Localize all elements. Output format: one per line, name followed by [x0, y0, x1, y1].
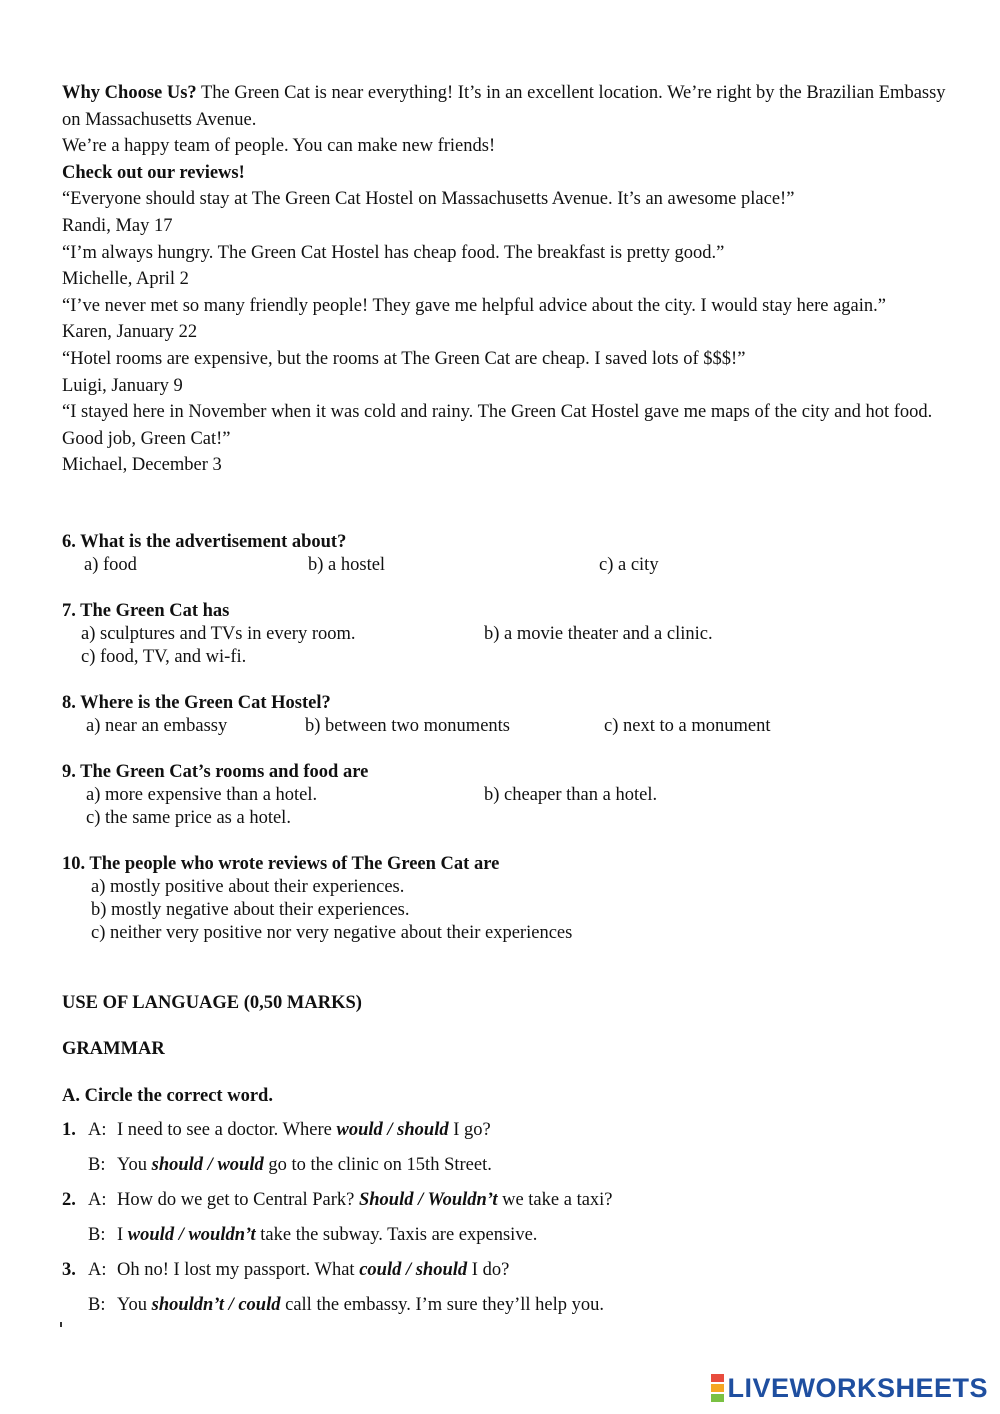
option-b[interactable]: b) between two monuments — [305, 715, 510, 736]
dialogue-line: 3. A: Oh no! I lost my passport. What could / should I do? — [62, 1259, 510, 1280]
dialogue-line: B: You shouldn’t / could call the embassy. I’m sure they’ll help you. — [88, 1294, 604, 1315]
option-b[interactable]: b) mostly negative about their experiences. — [91, 899, 410, 920]
option-c[interactable]: c) the same price as a hotel. — [86, 807, 291, 828]
question-title: 7. The Green Cat has — [62, 600, 230, 621]
review-quote: “I’ve never met so many friendly people! They gave me helpful advice about the city. I would stay here again.” — [62, 295, 886, 316]
review-author: Randi, May 17 — [62, 215, 173, 236]
dialogue-line: B: You should / would go to the clinic on 15th Street. — [88, 1154, 492, 1175]
review-author: Michelle, April 2 — [62, 269, 189, 290]
question-10 — [62, 853, 952, 945]
option-c[interactable]: c) next to a monument — [604, 715, 771, 736]
use-of-language-heading: USE OF LANGUAGE (0,50 MARKS) — [62, 992, 362, 1013]
question-6 — [62, 531, 952, 577]
option-c[interactable]: c) food, TV, and wi-fi. — [81, 646, 247, 667]
option-a[interactable]: a) near an embassy — [86, 715, 228, 736]
question-8 — [62, 692, 952, 738]
question-title: 10. The people who wrote reviews of The Green Cat are — [62, 853, 500, 874]
review-quote: “Everyone should stay at The Green Cat Hostel on Massachusetts Avenue. It’s an awesome place!” — [62, 189, 795, 210]
option-c[interactable]: c) a city — [599, 554, 659, 575]
option-c[interactable]: c) neither very positive nor very negative about their experiences — [91, 922, 573, 943]
choice-pair[interactable]: would / should — [336, 1119, 449, 1140]
review-quote: “I stayed here in November when it was cold and rainy. The Green Cat Hostel gave me maps of the city and hot food. Good job, Green Cat!” — [62, 402, 933, 449]
choice-pair[interactable]: Should / Wouldn’t — [358, 1189, 498, 1210]
option-a[interactable]: a) sculptures and TVs in every room. — [81, 623, 356, 644]
logo-mark-icon — [711, 1373, 724, 1403]
choice-pair[interactable]: could / should — [359, 1259, 468, 1280]
option-b[interactable]: b) a movie theater and a clinic. — [484, 623, 713, 644]
reviews-heading: Check out our reviews! — [62, 162, 245, 183]
review-author: Luigi, January 9 — [62, 375, 183, 396]
option-b[interactable]: b) a hostel — [308, 554, 386, 575]
page-mark — [60, 1322, 62, 1327]
question-title: 6. What is the advertisement about? — [62, 531, 347, 552]
question-title: 9. The Green Cat’s rooms and food are — [62, 761, 369, 782]
team-text: We’re a happy team of people. You can make new friends! — [62, 136, 496, 157]
reading-passage — [62, 80, 952, 479]
choice-pair[interactable]: should / would — [151, 1154, 264, 1175]
question-title: 8. Where is the Green Cat Hostel? — [62, 692, 331, 713]
dialogue-line: B: I would / wouldn’t take the subway. Taxis are expensive. — [88, 1224, 538, 1245]
question-7 — [62, 600, 952, 669]
question-9 — [62, 761, 952, 830]
choice-pair[interactable]: would / wouldn’t — [127, 1224, 256, 1245]
option-a[interactable]: a) food — [84, 554, 137, 575]
review-author: Karen, January 22 — [62, 322, 198, 343]
review-author: Michael, December 3 — [62, 455, 222, 476]
dialogue-exercise — [62, 1113, 952, 1323]
review-quote: “Hotel rooms are expensive, but the rooms at The Green Cat are cheap. I saved lots of $$$!” — [62, 348, 746, 369]
option-a[interactable]: a) more expensive than a hotel. — [86, 784, 318, 805]
exercise-a-heading: A. Circle the correct word. — [62, 1085, 273, 1106]
review-quote: “I’m always hungry. The Green Cat Hostel has cheap food. The breakfast is pretty good.” — [62, 242, 725, 263]
logo-text: LIVEWORKSHEETS — [727, 1372, 988, 1403]
option-a[interactable]: a) mostly positive about their experiences. — [91, 876, 405, 897]
worksheet-page — [62, 80, 952, 1323]
liveworksheets-logo — [711, 1372, 988, 1404]
why-choose-us-paragraph: Why Choose Us? The Green Cat is near everything! It’s in an excellent location. We’re right by the Brazilian Embassy on Massachusetts Avenue. — [62, 83, 946, 130]
dialogue-line: 1. A: I need to see a doctor. Where would / should I go? — [62, 1119, 491, 1140]
option-b[interactable]: b) cheaper than a hotel. — [484, 784, 658, 805]
dialogue-line: 2. A: How do we get to Central Park? Should / Wouldn’t we take a taxi? — [62, 1189, 613, 1210]
grammar-heading: GRAMMAR — [62, 1038, 165, 1059]
why-choose-us-label: Why Choose Us? — [62, 83, 197, 103]
choice-pair[interactable]: shouldn’t / could — [151, 1294, 281, 1315]
